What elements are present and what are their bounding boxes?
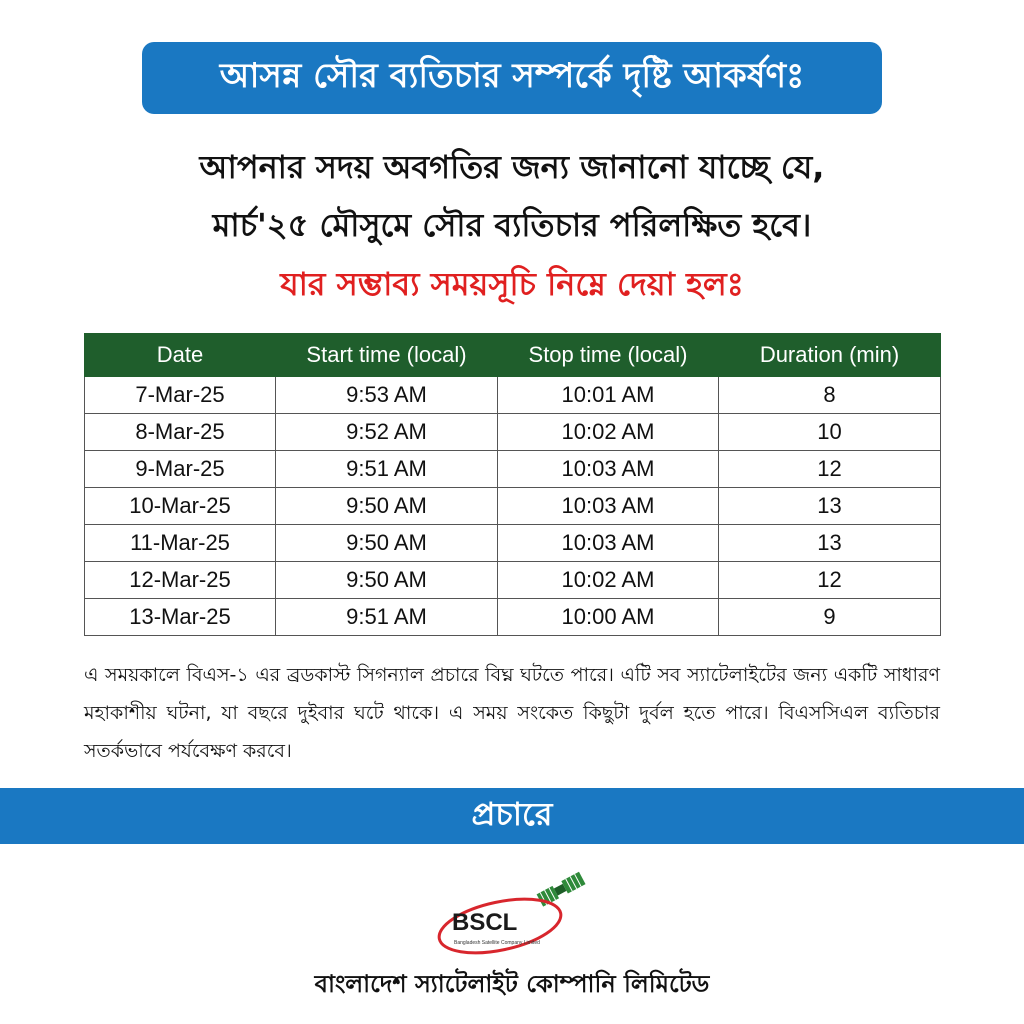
cell-start-time: 9:50 AM: [276, 488, 498, 525]
cell-duration: 12: [719, 562, 941, 599]
notice-paragraph: এ সময়কালে বিএস-১ এর ব্রডকাস্ট সিগন্যাল প্রচারে বিঘ্ন ঘটতে পারে। এটি সব স্যাটেলাইটের জন্য একটি সাধারণ মহাকাশীয় ঘটনা, যা বছরে দুইবার ঘটে থাকে। এ সময় সংকেত কিছুটা দুর্বল হতে পারে। বিএসসিএল ব্যতিচার সতর্কভাবে পর্যবেক্ষণ করবে।: [84, 664, 940, 762]
footer-label: প্রচারে: [471, 795, 553, 833]
cell-start-time: 9:51 AM: [276, 451, 498, 488]
cell-date: 11-Mar-25: [85, 525, 276, 562]
cell-stop-time: 10:03 AM: [498, 488, 719, 525]
cell-stop-time: 10:02 AM: [498, 414, 719, 451]
bscl-logo: [430, 864, 600, 960]
intro-line-1: আপনার সদয় অবগতির জন্য জানানো যাচ্ছে যে,: [199, 148, 825, 186]
cell-stop-time: 10:01 AM: [498, 377, 719, 414]
header-start-time: Start time (local): [276, 334, 498, 377]
cell-duration: 9: [719, 599, 941, 636]
header-stop-time: Stop time (local): [498, 334, 719, 377]
header-date: Date: [85, 334, 276, 377]
logo-subtitle: Bangladesh Satellite Company Limited: [454, 940, 540, 946]
cell-stop-time: 10:03 AM: [498, 525, 719, 562]
table-row: [85, 562, 941, 599]
title-text: আসন্ন সৌর ব্যতিচার সম্পর্কে দৃষ্টি আকর্ষণঃ: [219, 55, 805, 96]
cell-stop-time: 10:02 AM: [498, 562, 719, 599]
cell-start-time: 9:52 AM: [276, 414, 498, 451]
cell-start-time: 9:50 AM: [276, 562, 498, 599]
table-row: [85, 488, 941, 525]
cell-stop-time: 10:03 AM: [498, 451, 719, 488]
cell-duration: 10: [719, 414, 941, 451]
cell-duration: 13: [719, 488, 941, 525]
cell-date: 8-Mar-25: [85, 414, 276, 451]
footer-band: [0, 788, 1024, 844]
table-row: [85, 414, 941, 451]
title-banner: [142, 42, 882, 114]
cell-start-time: 9:53 AM: [276, 377, 498, 414]
cell-date: 13-Mar-25: [85, 599, 276, 636]
header-duration: Duration (min): [719, 334, 941, 377]
cell-date: 9-Mar-25: [85, 451, 276, 488]
intro-line-2: মার্চ'২৫ মৌসুমে সৌর ব্যতিচার পরিলক্ষিত হবে।: [212, 206, 812, 244]
table-row: [85, 451, 941, 488]
table-row: [85, 377, 941, 414]
table-header-row: [85, 334, 941, 377]
cell-date: 12-Mar-25: [85, 562, 276, 599]
intro-text: [60, 138, 964, 254]
cell-date: 10-Mar-25: [85, 488, 276, 525]
cell-start-time: 9:51 AM: [276, 599, 498, 636]
cell-date: 7-Mar-25: [85, 377, 276, 414]
table-row: [85, 599, 941, 636]
cell-duration: 13: [719, 525, 941, 562]
schedule-heading: যার সম্ভাব্য সময়সূচি নিম্নে দেয়া হলঃ: [280, 265, 744, 303]
cell-duration: 12: [719, 451, 941, 488]
logo-abbr: BSCL: [452, 909, 518, 936]
cell-duration: 8: [719, 377, 941, 414]
cell-start-time: 9:50 AM: [276, 525, 498, 562]
cell-stop-time: 10:00 AM: [498, 599, 719, 636]
organization-name: বাংলাদেশ স্যাটেলাইট কোম্পানি লিমিটেড: [314, 970, 710, 998]
schedule-table: [84, 333, 941, 636]
table-row: [85, 525, 941, 562]
